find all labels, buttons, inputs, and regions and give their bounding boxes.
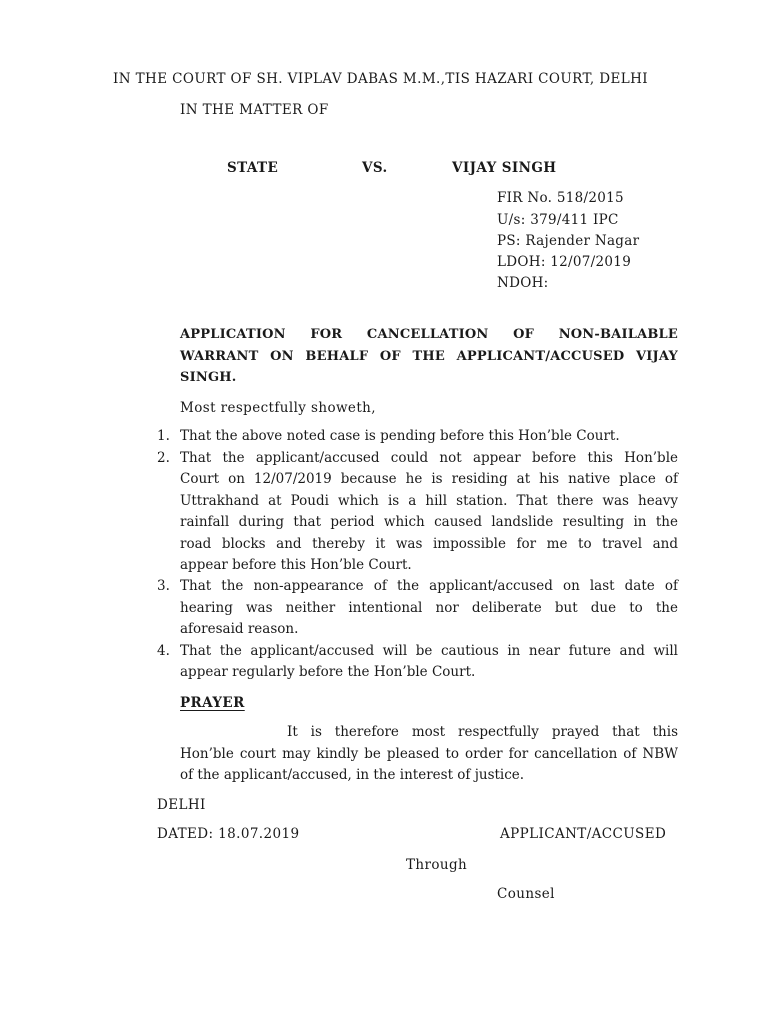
numbered-list (157, 426, 678, 683)
prayer-paragraph (180, 722, 678, 787)
list-item-line: road blocks and thereby it was impossible for me to travel and (180, 535, 678, 552)
dated: DATED: 18.07.2019 (157, 826, 300, 842)
list-item-text (180, 426, 678, 447)
prayer-line: Hon’ble court may kindly be pleased to order for cancellation of NBW (180, 745, 678, 762)
list-item-number: 4. (157, 642, 170, 659)
list-item-number: 1. (157, 428, 170, 445)
prayer-heading: PRAYER (180, 695, 245, 711)
list-item-line: rainfall during that period which caused landslide resulting in the (180, 514, 678, 531)
party-respondent: VIJAY SINGH (452, 160, 557, 176)
application-title (180, 324, 678, 389)
place: DELHI (157, 797, 206, 813)
list-item-line: That the non-appearance of the applicant/accused on last date of (180, 578, 678, 595)
list-item (157, 426, 678, 447)
list-item-text (180, 641, 678, 684)
list-item-line: aforesaid reason. (180, 621, 299, 638)
court-heading: IN THE COURT OF SH. VIPLAV DABAS M.M.,TIS HAZARI COURT, DELHI (113, 71, 649, 87)
list-item-line: appear regularly before the Hon’ble Court. (180, 664, 476, 681)
signatory: APPLICANT/ACCUSED (500, 826, 667, 842)
prayer-line: It is therefore most respectfully prayed that this (287, 724, 678, 741)
last-date-of-hearing: LDOH: 12/07/2019 (497, 254, 632, 271)
case-details (497, 188, 639, 294)
list-item-text (180, 576, 678, 640)
list-item-number: 3. (157, 578, 170, 595)
list-item-line: That the applicant/accused will be cautious in near future and will (180, 642, 678, 659)
through-label: Through (406, 857, 468, 873)
list-item-text (180, 448, 678, 577)
party-petitioner: STATE (227, 160, 279, 176)
list-item-line: Court on 12/07/2019 because he is residing at his native place of (180, 471, 678, 488)
police-station: PS: Rajender Nagar (497, 232, 640, 249)
matter-heading: IN THE MATTER OF (180, 102, 329, 118)
salutation: Most respectfully showeth, (180, 400, 376, 416)
list-item-line: That the applicant/accused could not appear before this Hon’ble (180, 449, 678, 466)
list-item (157, 576, 678, 640)
list-item-line: That the above noted case is pending before this Hon’ble Court. (180, 428, 620, 445)
counsel-label: Counsel (497, 886, 555, 902)
party-versus: VS. (362, 160, 388, 176)
prayer-line: of the applicant/accused, in the interest of justice. (180, 767, 525, 784)
list-item-line: appear before this Hon’ble Court. (180, 557, 412, 574)
next-date-of-hearing: NDOH: (497, 275, 549, 292)
application-title-line: APPLICATION FOR CANCELLATION OF NON-BAILABLE (180, 327, 678, 343)
sections: U/s: 379/411 IPC (497, 211, 619, 228)
fir-number: FIR No. 518/2015 (497, 190, 624, 207)
list-item-number: 2. (157, 449, 170, 466)
application-title-line: WARRANT ON BEHALF OF THE APPLICANT/ACCUSED VIJAY (180, 348, 678, 364)
list-item (157, 448, 678, 577)
list-item-line: Uttrakhand at Poudi which is a hill station. That there was heavy (180, 492, 678, 509)
list-item-line: hearing was neither intentional nor deliberate but due to the (180, 599, 678, 616)
application-title-line: SINGH. (180, 370, 237, 386)
list-item (157, 641, 678, 684)
